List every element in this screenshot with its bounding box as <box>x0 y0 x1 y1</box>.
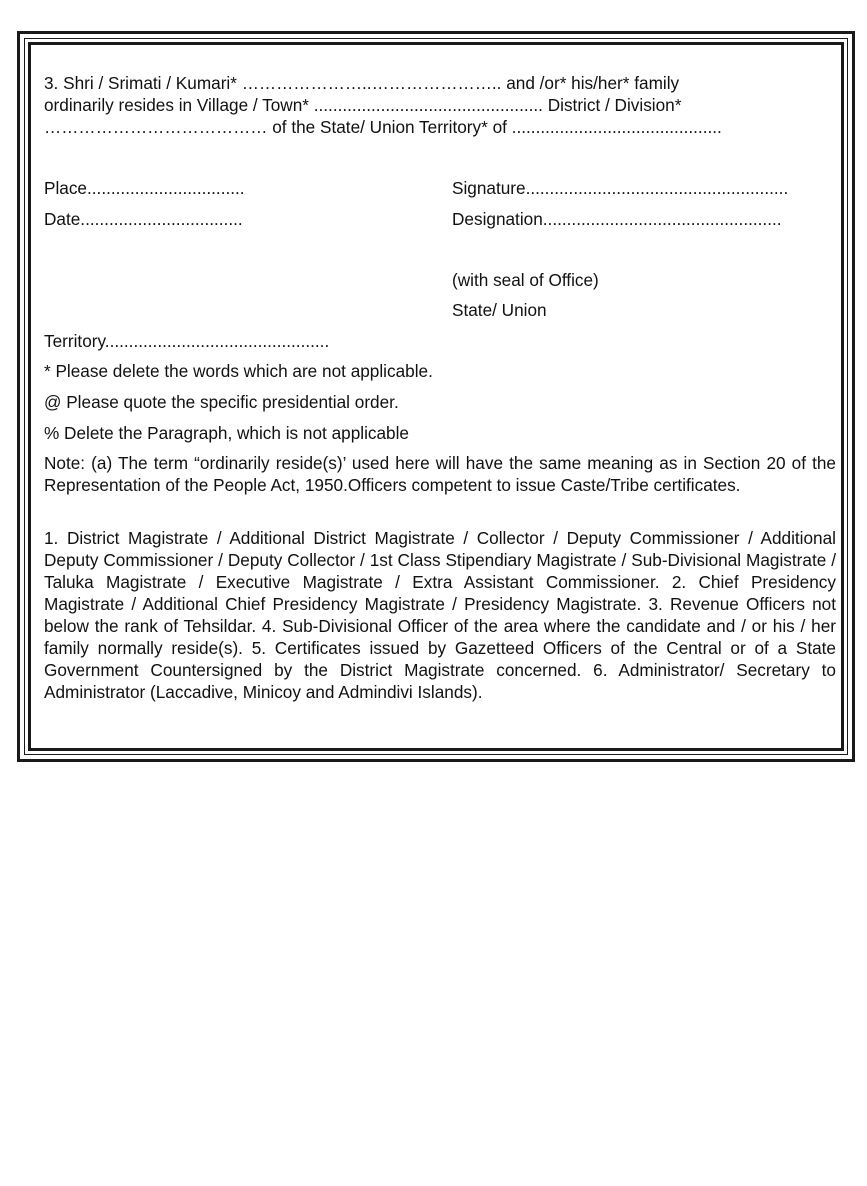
designation-field: Designation.................................................. <box>452 209 782 229</box>
note-delete-words: * Please delete the words which are not applicable. <box>44 361 433 381</box>
date-field: Date.................................. <box>44 209 243 229</box>
territory-field: Territory............................................... <box>44 331 330 351</box>
note-quote-order: @ Please quote the specific presidential order. <box>44 392 399 412</box>
place-field: Place................................. <box>44 178 245 198</box>
note-delete-paragraph: % Delete the Paragraph, which is not applicable <box>44 423 409 443</box>
state-union-label: State/ Union <box>452 300 547 320</box>
signature-field: Signature....................................................... <box>452 178 789 198</box>
seal-note: (with seal of Office) <box>452 270 599 290</box>
note-ordinarily-reside: Note: (a) The term “ordinarily reside(s)’ used here will have the same meaning as in Section 20 of the Representation of the People Act, 1950.Officers competent to issue Caste/Tribe certificates. <box>44 453 836 495</box>
certificate-line-name: 3. Shri / Srimati / Kumari* …………………..………………….. and /or* his/her* family <box>44 73 680 93</box>
certificate-line-residence: ordinarily resides in Village / Town* ................................................ District / Division* <box>44 95 682 115</box>
certificate-line-state: ………………………………… of the State/ Union Territory* of ............................................ <box>44 117 722 137</box>
competent-officers-list: 1. District Magistrate / Additional District Magistrate / Collector / Deputy Commissioner / Additional Deputy Commissioner / Deputy Collector / 1st Class Stipendiary Magistrate / Sub-Divisional Magistrate / Taluka Magistrate / Executive Magistrate / Extra Assistant Commissioner. 2. Chief Presidency Magistrate / Additional Chief Presidency Magistrate / Presidency Magistrate. 3. Revenue Officers not below the rank of Tehsildar. 4. Sub-Divisional Officer of the area where the candidate and / or his / her family normally reside(s). 5. Certificates issued by Gazetteed Officers of the Central or of a State Government Countersigned by the District Magistrate concerned. 6. Administrator/ Secretary to Administrator (Laccadive, Minicoy and Admindivi Islands). <box>44 528 836 702</box>
